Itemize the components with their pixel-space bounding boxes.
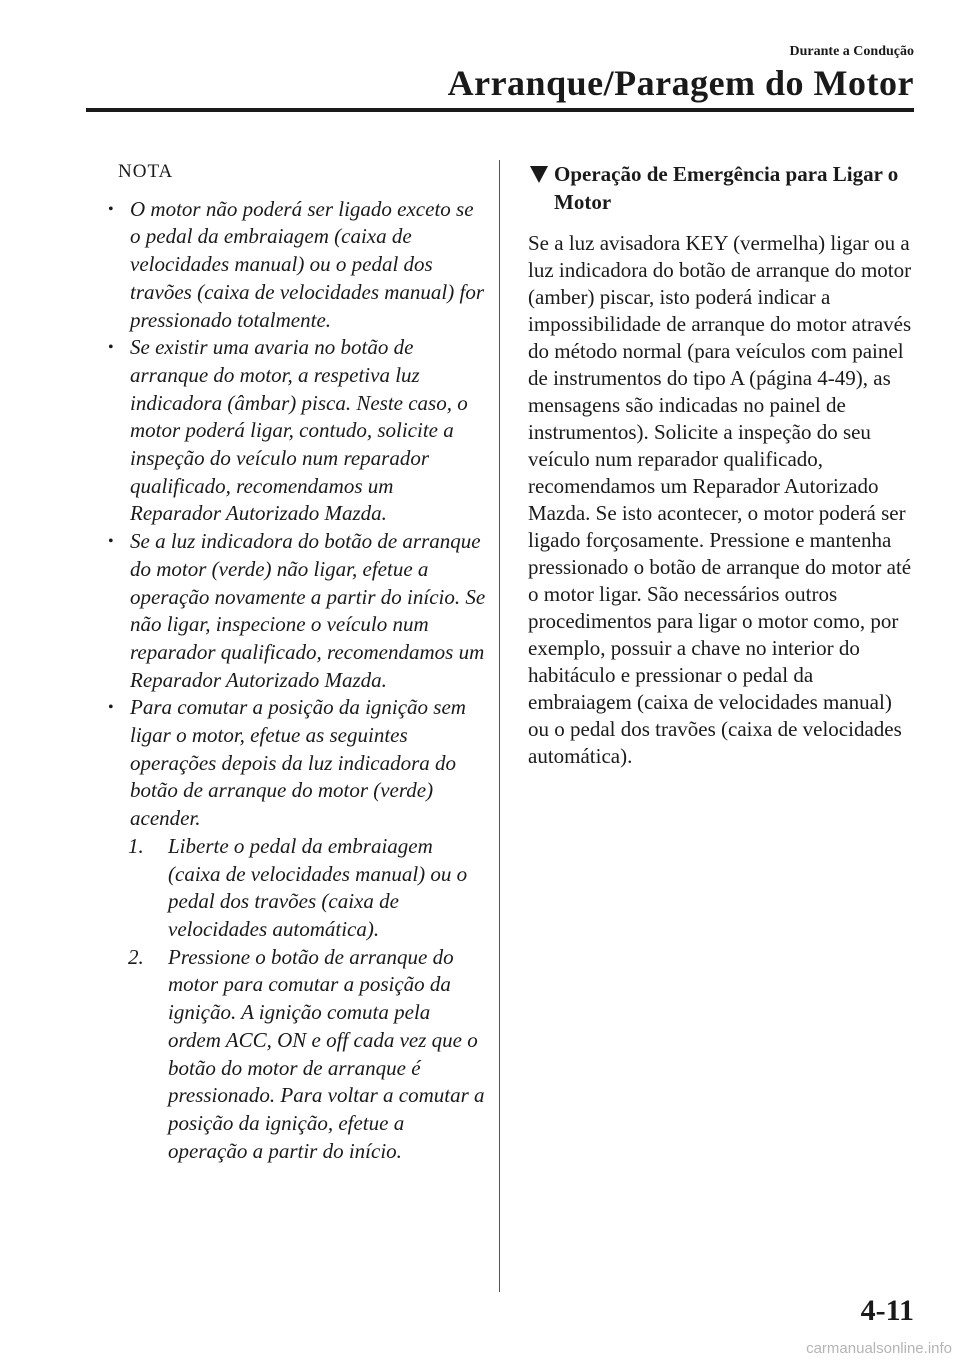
page-number: 4-11	[860, 1294, 914, 1327]
note-bullet-text: O motor não poderá ser ligado exceto se o pedal da embraiagem (caixa de velocidades manual) ou o pedal dos travões (caixa de velocidades manual) for pressionado totalmente.	[130, 196, 484, 332]
note-bullet	[106, 196, 486, 335]
page-title: Arranque/Paragem do Motor	[447, 63, 914, 103]
step-item	[128, 944, 486, 1166]
note-bullet	[106, 694, 486, 1165]
note-label: NOTA	[118, 161, 174, 182]
note-bullet	[106, 334, 486, 528]
emergency-section	[528, 160, 916, 770]
note-bullet-text: Se a luz indicadora do botão de arranque do motor (verde) não ligar, efetue a operação novamente a partir do início. Se não ligar, inspecione o veículo num reparador qualificado, recomendamos um Reparador Autorizado Mazda.	[130, 529, 486, 692]
section-heading	[528, 160, 916, 216]
header-rule	[86, 108, 914, 112]
note-bullet-text: Para comutar a posição da ignição sem ligar o motor, efetue as seguintes operações depois da luz indicadora do botão de arranque do motor (verde) acender.	[130, 695, 466, 831]
step-text: Liberte o pedal da embraiagem (caixa de velocidades manual) ou o pedal dos travões (caixa de velocidades automática).	[168, 833, 468, 941]
note-bullet-text: Se existir uma avaria no botão de arranque do motor, a respetiva luz indicadora (âmbar) pisca. Neste caso, o motor poderá ligar, contudo, solicite a inspeção do veículo num reparador qualificado, recomendamos um Reparador Autorizado Mazda.	[130, 335, 468, 526]
step-number: 2.	[128, 944, 144, 969]
step-item	[128, 833, 486, 944]
section-heading-text: Operação de Emergência para Ligar o Motor	[554, 162, 899, 214]
note-bullet-list	[106, 196, 486, 1166]
down-triangle-icon	[530, 166, 548, 183]
bullet-icon: •	[108, 699, 114, 717]
note-block	[106, 158, 486, 1165]
column-divider	[499, 160, 500, 1292]
step-number: 1.	[128, 833, 144, 858]
section-name: Durante a Condução	[789, 44, 914, 59]
bullet-icon: •	[108, 339, 114, 357]
watermark: carmanualsonline.info	[806, 1340, 952, 1357]
bullet-icon: •	[108, 200, 114, 218]
bullet-icon: •	[108, 533, 114, 551]
step-list	[130, 833, 486, 1165]
emergency-body: Se a luz avisadora KEY (vermelha) ligar ou a luz indicadora do botão de arranque do motor (amber) piscar, isto poderá indicar a impossibilidade de arranque do motor através do método normal (para veículos com painel de instrumentos do tipo A (página 4-49), as mensagens são indicadas no painel de instrumentos). Solicite a inspeção do seu veículo num reparador qualificado, recomendamos um Reparador Autorizado Mazda. Se isto acontecer, o motor poderá ser ligado forçosamente. Pressione e mantenha pressionado o botão de arranque do motor até o motor ligar. São necessários outros procedimentos para ligar o motor como, por exemplo, possuir a chave no interior do habitáculo e pressionar o pedal da embraiagem (caixa de velocidades manual) ou o pedal dos travões (caixa de velocidades automática).	[528, 231, 912, 768]
step-text: Pressione o botão de arranque do motor para comutar a posição da ignição. A ignição comuta pela ordem ACC, ON e off cada vez que o botão do motor de arranque é pressionado. Para voltar a comutar a posição da ignição, efetue a operação a partir do início.	[168, 944, 485, 1163]
note-bullet	[106, 528, 486, 694]
